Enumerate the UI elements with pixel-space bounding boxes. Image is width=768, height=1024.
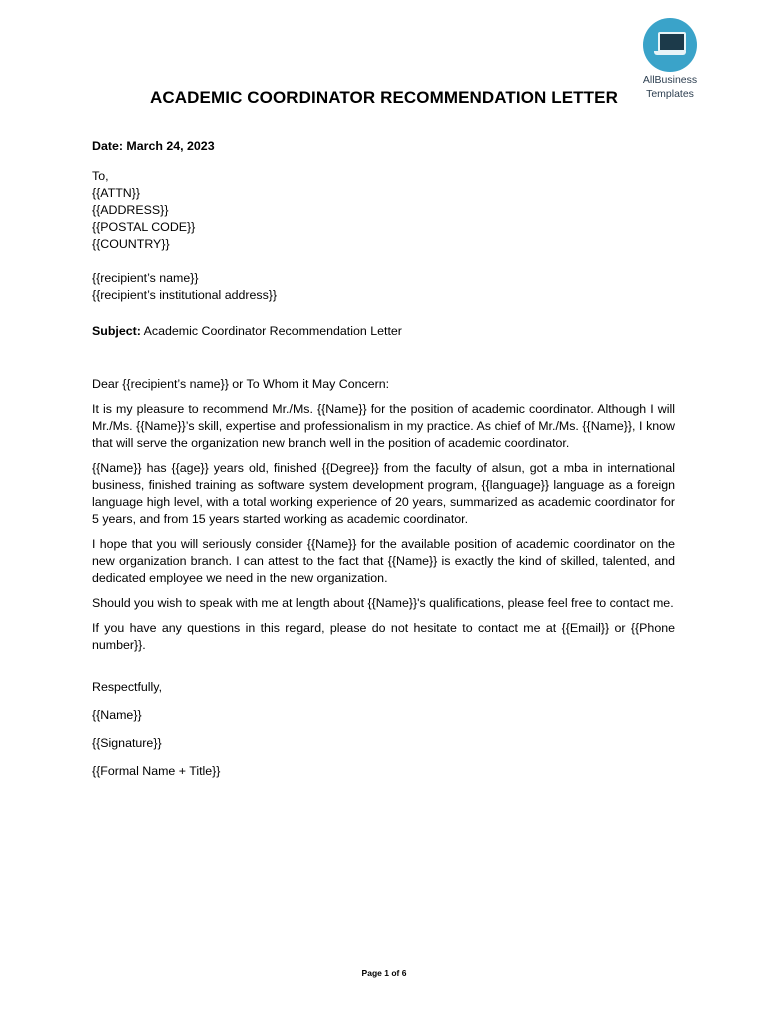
paragraph: Should you wish to speak with me at length about {{Name}}'s qualifications, please feel free to contact me. [92,596,674,610]
subject-label: Subject: [92,324,141,338]
formal-name-title: {{Formal Name + Title}} [92,764,221,778]
paragraph: {{Name}} has {{age}} years old, finished {{Degree}} from the faculty of alsun, got a mba in international business, finished training as software system development program, {{language}} language as a foreign language high level, with a total working experience of 20 years, summarized as academic coordinator for 5 years, and from 15 years started working as academic coordinator. [92,461,675,526]
signature-name: {{Name}} [92,708,142,722]
page-number: Page 1 of 6 [361,968,407,978]
address-line: {{POSTAL CODE}} [92,220,196,234]
signature: {{Signature}} [92,736,162,750]
closing: Respectfully, [92,680,163,694]
logo-line-2: Templates [646,88,694,100]
paragraph: It is my pleasure to recommend Mr./Ms. {{Name}} for the position of academic coordinator. Although I will Mr./Ms. {{Name}}’s skill, expertise and professionalism in my practice. As chief of Mr./Ms. {{Name}}, I know that will serve the organization new branch well in the position of academic coordinator. [92,402,675,450]
recipient-line: {{recipient’s institutional address}} [92,288,278,302]
laptop-icon [643,18,697,72]
subject-text: Academic Coordinator Recommendation Letter [140,324,402,338]
address-block [92,168,675,253]
address-line: {{COUNTRY}} [92,237,170,251]
address-line: To, [92,169,109,183]
logo-line-1: AllBusiness [642,74,698,86]
salutation: Dear {{recipient’s name}} or To Whom it May Concern: [92,377,390,391]
subject-line [92,323,675,340]
letter-date: Date: March 24, 2023 [92,139,215,153]
document-title: ACADEMIC COORDINATOR RECOMMENDATION LETTER [150,88,618,107]
paragraph: I hope that you will seriously consider {{Name}} for the available position of academic coordinator on the new organization branch. I can attest to the fact that {{Name}} is exactly the kind of skilled, talented, and dedicated employee we need in the new organization. [92,537,675,585]
address-line: {{ATTN}} [92,186,140,200]
paragraph: If you have any questions in this regard, please do not hesitate to contact me at {{Email}} or {{Phone number}}. [92,621,675,652]
recipient-block [92,270,675,304]
recipient-line: {{recipient’s name}} [92,271,199,285]
letter-body [92,138,675,780]
address-line: {{ADDRESS}} [92,203,169,217]
